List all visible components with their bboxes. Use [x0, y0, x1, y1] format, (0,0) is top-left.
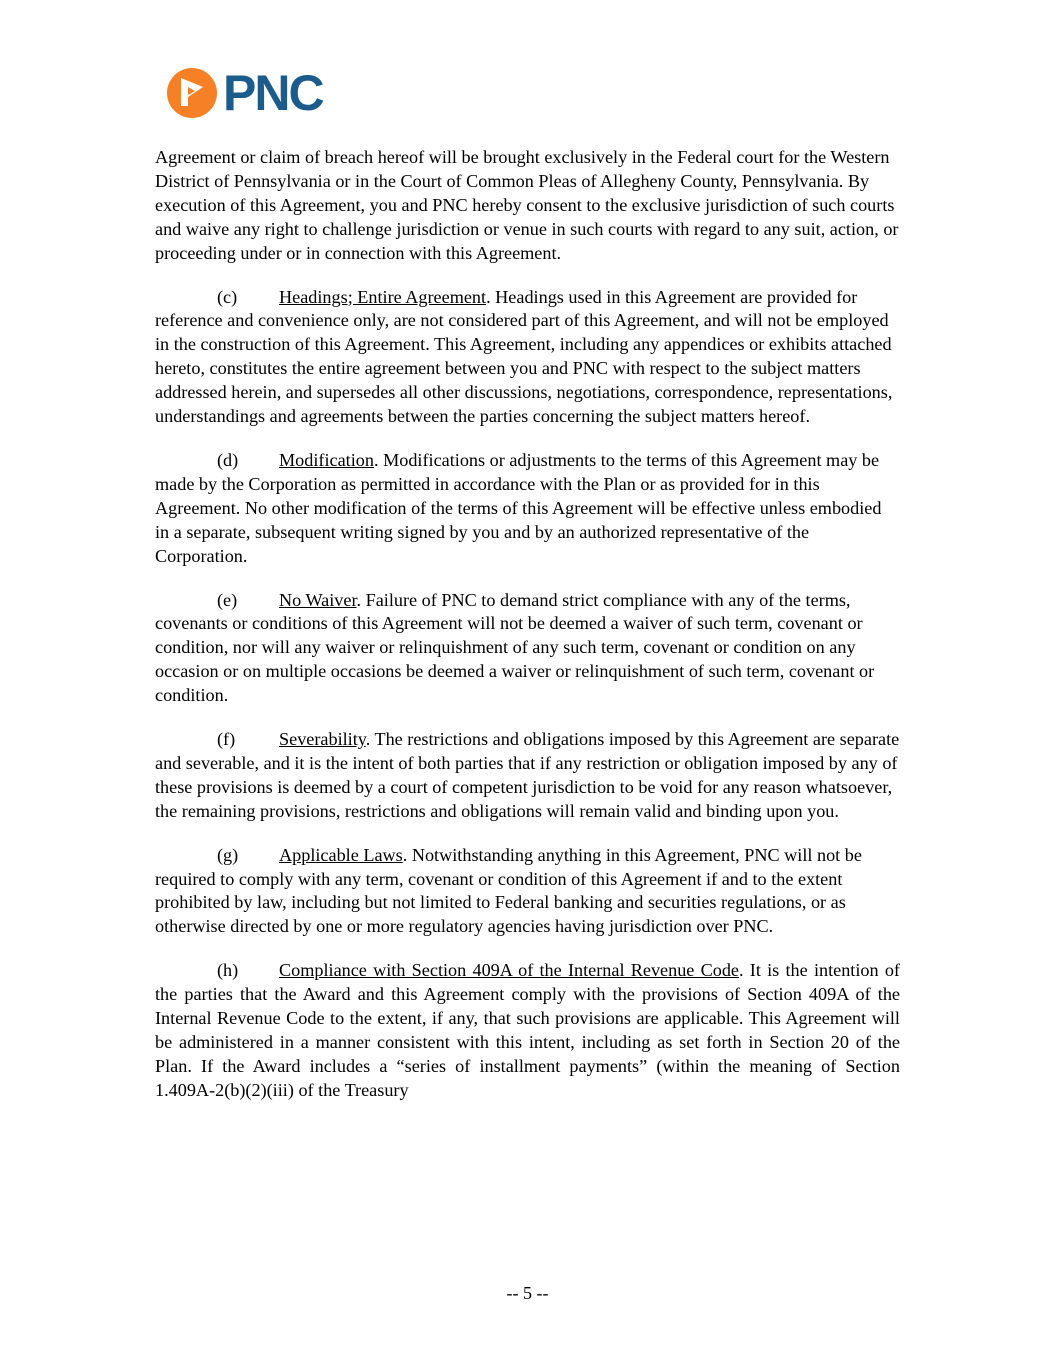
- section-d-paragraph: [155, 449, 900, 569]
- section-marker: (c): [217, 286, 238, 307]
- pnc-logo-mark-icon: [165, 66, 219, 120]
- section-text: . The restrictions and obligations imposed by this Agreement are separate and severable, and it is the intent of both parties that if any restriction or obligation imposed by any of these provisions is deemed by a court of competent jurisdiction to be void for any reason whatsoever, the remaining provisions, restrictions and obligations will remain valid and binding upon you.: [155, 729, 900, 821]
- section-heading: Applicable Laws: [279, 844, 403, 865]
- section-c-paragraph: [155, 286, 900, 429]
- page-number: -- 5 --: [506, 1283, 549, 1303]
- section-text: . It is the intention of the parties that the Award and this Agreement comply with the provisions of Section 409A of the Internal Revenue Code to the extent, if any, that such provisions are applicable. This Agreement will be administered in a manner consistent with this intent, including as set forth in Section 20 of the Plan. If the Award includes a “series of installment payments” (within the meaning of Section 1.409A-2(b)(2)(iii) of the Treasury: [155, 960, 900, 1100]
- section-text: . Failure of PNC to demand strict compliance with any of the terms, covenants or conditions of this Agreement will not be deemed a waiver of such term, covenant or condition, nor will any waiver or relinquishment of any such term, covenant or condition on any occasion or on multiple occasions be deemed a waiver or relinquishment of such term, covenant or condition.: [155, 589, 875, 706]
- section-heading: Modification: [279, 449, 374, 470]
- section-text: . Headings used in this Agreement are provided for reference and convenience only, are not considered part of this Agreement, and will not be employed in the construction of this Agreement. This Agreement, including any appendices or exhibits attached hereto, constitutes the entire agreement between you and PNC with respect to the subject matters addressed herein, and supersedes all other discussions, negotiations, correspondence, representations, understandings and agreements between the parties concerning the subject matters hereof.: [155, 286, 893, 427]
- section-heading: Compliance with Section 409A of the Internal Revenue Code: [279, 960, 739, 981]
- document-body: [155, 146, 900, 1123]
- paragraph-jurisdiction: Agreement or claim of breach hereof will be brought exclusively in the Federal court for the Western District of Pennsylvania or in the Court of Common Pleas of Allegheny County, Pennsylvania. By execution of this Agreement, you and PNC hereby consent to the exclusive jurisdiction of such courts and waive any right to challenge jurisdiction or venue in such courts with regard to any suit, action, or proceeding under or in connection with this Agreement.: [155, 147, 899, 263]
- section-g-paragraph: [155, 844, 900, 940]
- section-text: . Notwithstanding anything in this Agreement, PNC will not be required to comply with any term, covenant or condition of this Agreement if and to the extent prohibited by law, including but not limited to Federal banking and securities regulations, or as otherwise directed by one or more regulatory agencies having jurisdiction over PNC.: [155, 844, 862, 937]
- section-heading: Headings; Entire Agreement: [279, 286, 487, 307]
- section-text: . Modifications or adjustments to the terms of this Agreement may be made by the Corporation as permitted in accordance with the Plan or as provided for in this Agreement. No other modification of the terms of this Agreement will be effective unless embodied in a separate, subsequent writing signed by you and by an authorized representative of the Corporation.: [155, 449, 882, 566]
- section-f-paragraph: [155, 728, 900, 824]
- section-marker: (g): [217, 844, 239, 865]
- section-heading: Severability: [279, 729, 366, 750]
- section-marker: (h): [217, 960, 239, 981]
- section-heading: No Waiver: [279, 589, 357, 610]
- pnc-logo: [165, 66, 323, 120]
- section-e-paragraph: [155, 589, 900, 709]
- section-marker: (f): [217, 729, 236, 750]
- section-marker: (d): [217, 449, 239, 470]
- section-h-paragraph: [155, 959, 900, 1102]
- section-marker: (e): [217, 589, 238, 610]
- pnc-logo-wordmark: PNC: [223, 65, 323, 121]
